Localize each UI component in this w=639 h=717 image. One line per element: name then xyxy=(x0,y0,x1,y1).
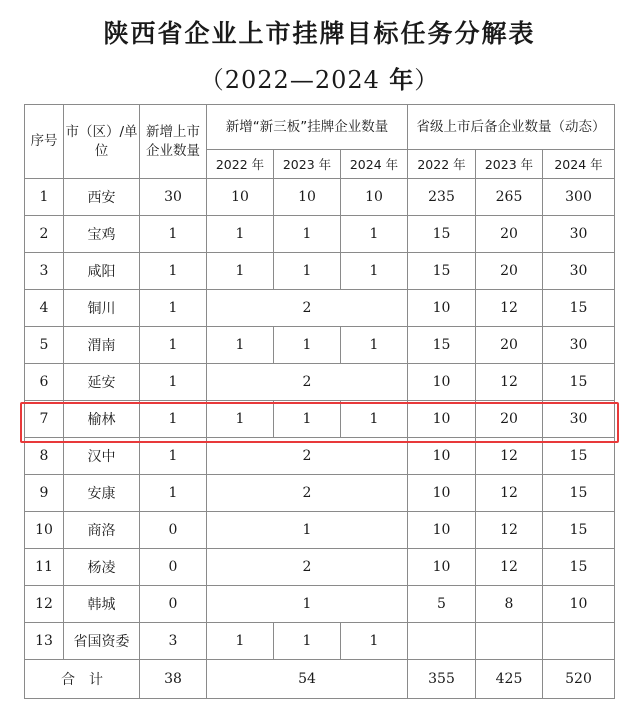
page-title: 陕西省企业上市挂牌目标任务分解表 xyxy=(103,19,536,48)
cell-reserve-year: 12 xyxy=(476,438,543,475)
cell-total-new-listing: 38 xyxy=(140,660,207,699)
cell-neeq-year: 1 xyxy=(341,623,408,660)
cell-reserve-year: 12 xyxy=(476,512,543,549)
cell-reserve-year: 12 xyxy=(476,475,543,512)
cell-new-listing: 30 xyxy=(140,179,207,216)
cell-seq: 7 xyxy=(25,401,64,438)
cell-reserve-empty xyxy=(408,623,476,660)
cell-reserve-year: 12 xyxy=(476,364,543,401)
cell-neeq-year: 10 xyxy=(207,179,274,216)
cell-neeq-year: 1 xyxy=(274,253,341,290)
cell-seq: 9 xyxy=(25,475,64,512)
cell-seq: 3 xyxy=(25,253,64,290)
cell-reserve-empty xyxy=(476,623,543,660)
cell-neeq-total: 2 xyxy=(207,438,408,475)
table-row xyxy=(25,253,615,290)
cell-reserve-year: 15 xyxy=(543,549,615,586)
cell-reserve-year: 300 xyxy=(543,179,615,216)
cell-neeq-year: 1 xyxy=(341,327,408,364)
cell-neeq-year: 10 xyxy=(274,179,341,216)
cell-reserve-year: 12 xyxy=(476,290,543,327)
header-neeq-year-2022: 2022 年 xyxy=(207,150,274,179)
cell-city: 铜川 xyxy=(64,290,140,327)
cell-city: 宝鸡 xyxy=(64,216,140,253)
cell-new-listing: 1 xyxy=(140,438,207,475)
cell-neeq-year: 1 xyxy=(341,253,408,290)
table-row xyxy=(25,216,615,253)
cell-reserve-year: 10 xyxy=(408,549,476,586)
cell-reserve-year: 15 xyxy=(543,364,615,401)
table-row xyxy=(25,586,615,623)
cell-new-listing: 0 xyxy=(140,586,207,623)
table-row xyxy=(25,364,615,401)
cell-reserve-year: 10 xyxy=(543,586,615,623)
header-city: 市（区）/单位 xyxy=(64,105,140,179)
cell-reserve-year: 20 xyxy=(476,327,543,364)
cell-neeq-year: 1 xyxy=(274,401,341,438)
cell-reserve-year: 8 xyxy=(476,586,543,623)
cell-neeq-year: 1 xyxy=(274,623,341,660)
cell-seq: 10 xyxy=(25,512,64,549)
cell-reserve-year: 235 xyxy=(408,179,476,216)
cell-total-neeq: 54 xyxy=(207,660,408,699)
cell-city: 汉中 xyxy=(64,438,140,475)
cell-city: 安康 xyxy=(64,475,140,512)
cell-total-reserve-year: 425 xyxy=(476,660,543,699)
cell-reserve-year: 10 xyxy=(408,438,476,475)
cell-reserve-year: 20 xyxy=(476,401,543,438)
cell-neeq-year: 1 xyxy=(207,623,274,660)
cell-neeq-year: 1 xyxy=(207,327,274,364)
header-neeq-group: 新增“新三板”挂牌企业数量 xyxy=(207,105,408,150)
cell-city: 咸阳 xyxy=(64,253,140,290)
header-reserve-group: 省级上市后备企业数量（动态） xyxy=(408,105,615,150)
cell-reserve-year: 12 xyxy=(476,549,543,586)
cell-reserve-year: 10 xyxy=(408,290,476,327)
cell-total-reserve-year: 355 xyxy=(408,660,476,699)
cell-reserve-year: 20 xyxy=(476,253,543,290)
cell-neeq-total: 2 xyxy=(207,290,408,327)
cell-reserve-year: 10 xyxy=(408,364,476,401)
cell-reserve-year: 15 xyxy=(408,327,476,364)
cell-city: 延安 xyxy=(64,364,140,401)
cell-city: 渭南 xyxy=(64,327,140,364)
cell-seq: 6 xyxy=(25,364,64,401)
cell-city: 西安 xyxy=(64,179,140,216)
header-reserve-year-2022: 2022 年 xyxy=(408,150,476,179)
cell-reserve-year: 30 xyxy=(543,253,615,290)
cell-seq: 1 xyxy=(25,179,64,216)
cell-seq: 4 xyxy=(25,290,64,327)
cell-new-listing: 1 xyxy=(140,253,207,290)
header-new-listing: 新增上市企业数量 xyxy=(140,105,207,179)
cell-seq: 13 xyxy=(25,623,64,660)
cell-reserve-year: 30 xyxy=(543,216,615,253)
cell-reserve-year: 265 xyxy=(476,179,543,216)
subtitle-year-suffix: 年 xyxy=(379,65,415,94)
table-row xyxy=(25,179,615,216)
subtitle-close-paren: ） xyxy=(414,66,440,94)
cell-new-listing: 1 xyxy=(140,216,207,253)
header-neeq-year-2023: 2023 年 xyxy=(274,150,341,179)
cell-new-listing: 1 xyxy=(140,364,207,401)
total-row xyxy=(25,660,615,699)
cell-neeq-total: 2 xyxy=(207,549,408,586)
cell-reserve-year: 10 xyxy=(408,512,476,549)
cell-reserve-year: 15 xyxy=(543,290,615,327)
cell-seq: 8 xyxy=(25,438,64,475)
cell-neeq-year: 1 xyxy=(207,401,274,438)
page-subtitle xyxy=(0,60,639,95)
table-row xyxy=(25,623,615,660)
cell-neeq-total: 2 xyxy=(207,475,408,512)
header-reserve-year-2024: 2024 年 xyxy=(543,150,615,179)
cell-seq: 2 xyxy=(25,216,64,253)
subtitle-open-paren: （ xyxy=(199,66,225,94)
cell-neeq-year: 1 xyxy=(207,216,274,253)
cell-new-listing: 1 xyxy=(140,401,207,438)
cell-city: 商洛 xyxy=(64,512,140,549)
cell-new-listing: 1 xyxy=(140,290,207,327)
highlight-row-box xyxy=(20,402,619,443)
cell-neeq-total: 1 xyxy=(207,586,408,623)
cell-neeq-year: 1 xyxy=(207,253,274,290)
table-row xyxy=(25,290,615,327)
cell-reserve-year: 15 xyxy=(543,475,615,512)
cell-new-listing: 0 xyxy=(140,549,207,586)
cell-reserve-year: 15 xyxy=(543,438,615,475)
table-row xyxy=(25,327,615,364)
cell-neeq-year: 1 xyxy=(274,216,341,253)
cell-reserve-year: 10 xyxy=(408,401,476,438)
cell-reserve-year: 5 xyxy=(408,586,476,623)
cell-neeq-year: 1 xyxy=(274,327,341,364)
cell-seq: 12 xyxy=(25,586,64,623)
cell-reserve-year: 30 xyxy=(543,401,615,438)
cell-new-listing: 3 xyxy=(140,623,207,660)
cell-seq: 5 xyxy=(25,327,64,364)
table-row xyxy=(25,475,615,512)
cell-new-listing: 1 xyxy=(140,475,207,512)
cell-total-label: 合 计 xyxy=(25,660,140,699)
cell-total-reserve-year: 520 xyxy=(543,660,615,699)
header-reserve-year-2023: 2023 年 xyxy=(476,150,543,179)
cell-neeq-total: 2 xyxy=(207,364,408,401)
cell-reserve-year: 15 xyxy=(543,512,615,549)
cell-reserve-year: 20 xyxy=(476,216,543,253)
cell-city: 韩城 xyxy=(64,586,140,623)
cell-city: 杨凌 xyxy=(64,549,140,586)
cell-neeq-year: 1 xyxy=(341,401,408,438)
cell-reserve-empty xyxy=(543,623,615,660)
cell-city: 省国资委 xyxy=(64,623,140,660)
cell-neeq-year: 10 xyxy=(341,179,408,216)
cell-seq: 11 xyxy=(25,549,64,586)
cell-reserve-year: 30 xyxy=(543,327,615,364)
cell-city: 榆林 xyxy=(64,401,140,438)
cell-neeq-total: 1 xyxy=(207,512,408,549)
cell-new-listing: 1 xyxy=(140,327,207,364)
header-seq: 序号 xyxy=(25,105,64,179)
cell-new-listing: 0 xyxy=(140,512,207,549)
header-neeq-year-2024: 2024 年 xyxy=(341,150,408,179)
subtitle-years: 2022—2024 xyxy=(224,66,380,94)
table-row xyxy=(25,549,615,586)
cell-reserve-year: 15 xyxy=(408,216,476,253)
table-row xyxy=(25,438,615,475)
cell-reserve-year: 10 xyxy=(408,475,476,512)
table-row xyxy=(25,512,615,549)
cell-neeq-year: 1 xyxy=(341,216,408,253)
cell-reserve-year: 15 xyxy=(408,253,476,290)
